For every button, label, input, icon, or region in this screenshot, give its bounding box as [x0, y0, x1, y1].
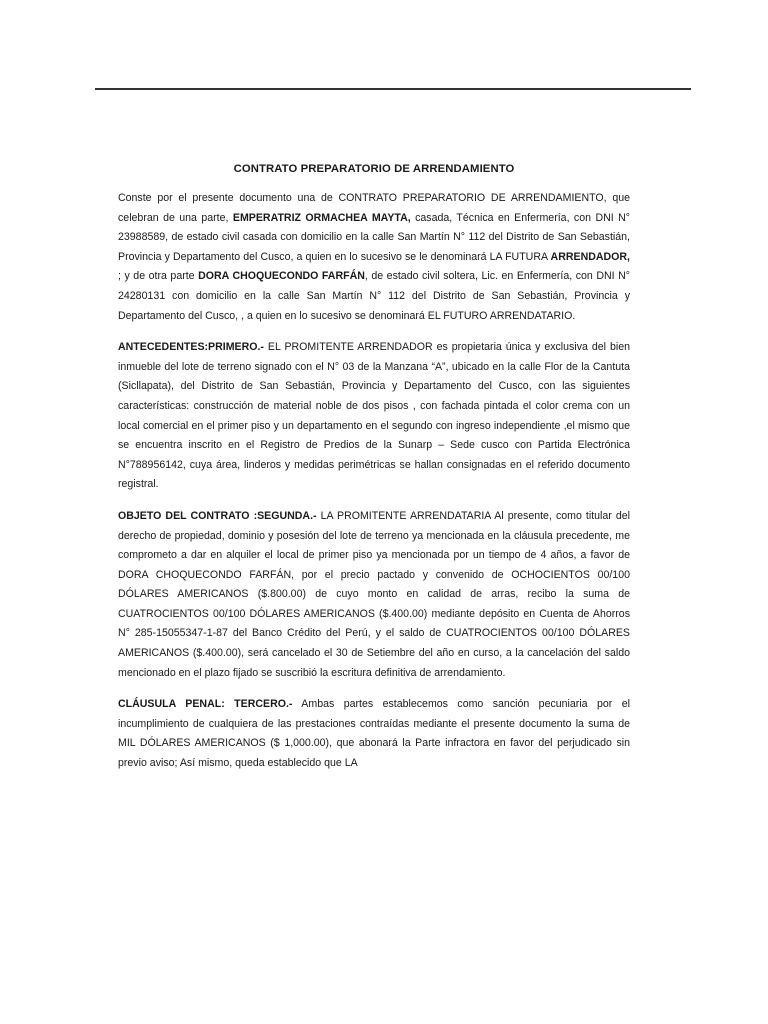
p1-text-1: Conste por el presente documento una de CONTRATO PREPARATORIO DE ARRENDAMIENTO, que celebran de una parte,: [118, 192, 630, 224]
p1-text-4: , de estado civil soltera, Lic. en Enfermería, con DNI N° 24280131 con domicilio en la calle San Martín N° 112 del Distrito de San Sebastián, Provincia y Departamento del Cusco, , a quien en lo sucesivo se denominará EL FUTURO ARRENDATARIO.: [118, 270, 630, 322]
p1-text-2: casada, Técnica en Enfermería, con DNI N° 23988589, de estado civil casada con domicilio en la calle San Martín N° 112 del Distrito de San Sebastián, Provincia y Departamento del Cusco, a quien en lo sucesivo se le denominará LA FUTURA: [118, 211, 631, 263]
p1-lessee-name: DORA CHOQUECONDO FARFÁN: [198, 270, 365, 283]
document-title: CONTRATO PREPARATORIO DE ARRENDAMIENTO: [233, 163, 515, 175]
clause-heading-primero: ANTECEDENTES:PRIMERO.-: [118, 341, 264, 354]
paragraph-objeto: [118, 507, 630, 683]
p1-text-3: ; y de otra parte: [118, 270, 199, 283]
header-rule: [95, 88, 691, 90]
paragraph-parties: [118, 189, 630, 326]
p1-lessor-role: ARRENDADOR,: [550, 250, 630, 263]
clause-heading-segunda: OBJETO DEL CONTRATO :SEGUNDA.-: [118, 509, 317, 522]
paragraph-antecedentes: [118, 338, 630, 495]
clause-text-tercero: Ambas partes establecemos como sanción pecuniaria por el incumplimiento de cualquiera de las prestaciones contraídas mediante el presente documento la suma de MIL DÓLARES AMERICANOS ($ 1,000.00), que abonará la Parte infractora en favor del perjudicado sin previo aviso; Así mismo, queda establecido que LA: [118, 698, 630, 770]
paragraph-clausula-penal: [118, 695, 630, 773]
clause-text-primero: EL PROMITENTE ARRENDADOR es propietaria única y exclusiva del bien inmueble del lote de terreno signado con el N° 03 de la Manzana “A”, ubicado en la calle Flor de la Cantuta (Sicllapata), del Distrito de San Sebastián, Provincia y Departamento del Cusco, con las siguientes características: construcción de material noble de dos pisos , con fachada pintada el color crema con un local comercial en el primer piso y un departamento en el segundo con ingreso independiente ,el mismo que se encuentra inscrito en el Registro de Predios de la Sunarp – Sede cusco con Partida Electrónica N°788956142, cuya área, linderos y medidas perimétricas se hallan consignadas en el referido documento registral.: [118, 341, 630, 491]
document-page: [118, 163, 630, 786]
clause-heading-tercero: CLÁUSULA PENAL: TERCERO.-: [118, 698, 293, 711]
clause-text-segunda: LA PROMITENTE ARRENDATARIA Al presente, como titular del derecho de propiedad, dominio y posesión del lote de terreno ya mencionada en la cláusula precedente, me comprometo a dar en alquiler el local de primer piso ya mencionada por un tiempo de 4 años, a favor de DORA CHOQUECONDO FARFÁN, por el precio pactado y convenido de OCHOCIENTOS 00/100 DÓLARES AMERICANOS ($.800.00) de cuyo monto en calidad de arras, recibo la suma de CUATROCIENTOS 00/100 DÓLARES AMERICANOS ($.400.00) mediante depósito en Cuenta de Ahorros N° 285-15055347-1-87 del Banco Crédito del Perú, y el saldo de CUATROCIENTOS 00/100 DÓLARES AMERICANOS ($.400.00), será cancelado el 30 de Setiembre del año en curso, a la cancelación del saldo mencionado en el plazo fijado se suscribió la escritura definitiva de arrendamiento.: [118, 509, 630, 679]
p1-lessor-name: EMPERATRIZ ORMACHEA MAYTA,: [232, 211, 411, 224]
